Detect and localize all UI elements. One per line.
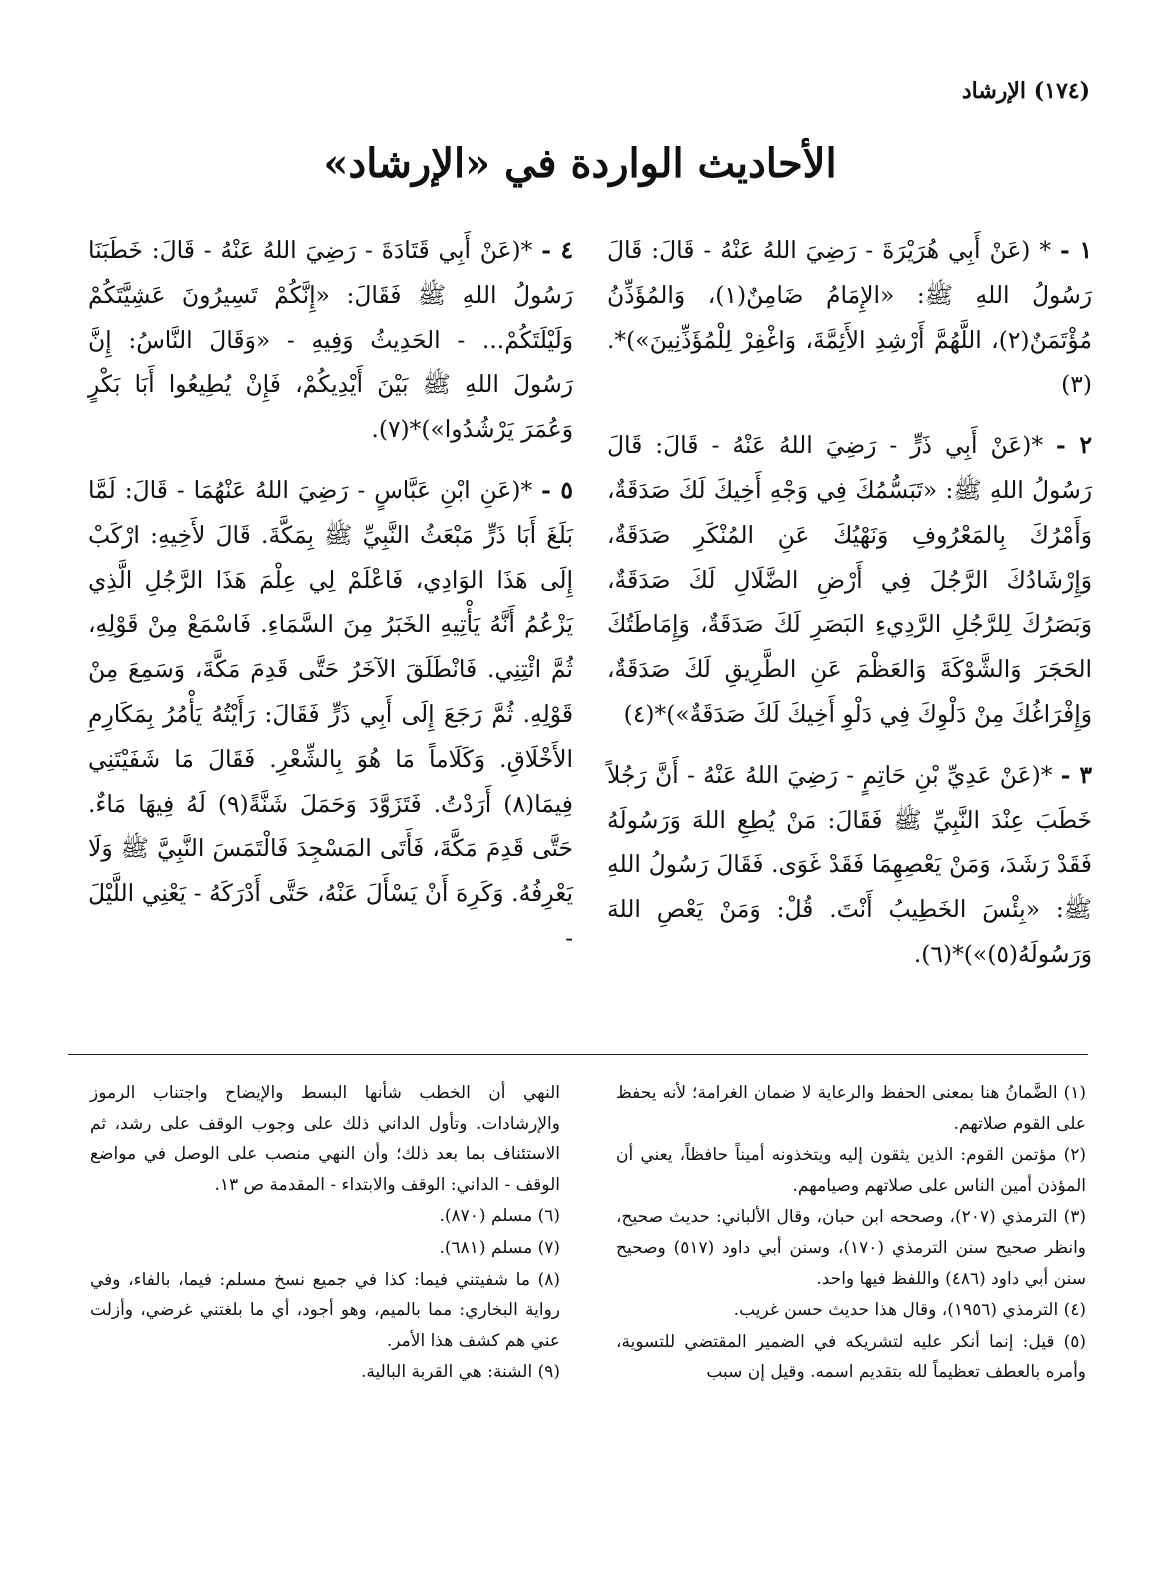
hadith-number: ٣ - — [1060, 760, 1092, 789]
footnote-1: (١) الضَّمانُ هنا بمعنى الحفظ والرعاية لا ضمان الغرامة؛ لأنه يحفظ على القوم صلاتهم. — [616, 1083, 1086, 1134]
footnote-9: (٩) الشنة: هي القربة البالية. — [361, 1362, 560, 1383]
hadith-number: ٥ - — [541, 475, 573, 504]
hadith-3 — [607, 753, 1092, 977]
hadith-text: * (عَنْ أَبِي هُرَيْرَةَ - رَضِيَ اللهُ عَنْهُ - قَالَ: قَالَ رَسُولُ اللهِ ﷺ: «الإِمَامُ ضَامِنٌ(١)، وَالمُؤَذِّنُ مُؤْتَمَنٌ(٢)، اللَّهُمَّ أَرْشِدِ الأَئِمَّةَ، وَاغْفِرْ لِلْمُؤَذِّنِينَ»)*.(٣) — [607, 236, 1092, 399]
footnote-4: (٤) الترمذي (١٩٥٦)، وقال هذا حديث حسن غريب. — [733, 1300, 1086, 1321]
running-head: (١٧٤) الإرشاد — [961, 78, 1090, 104]
hadith-text: *(عَنْ أَبِي قَتَادَةَ - رَضِيَ اللهُ عَنْهُ - قَالَ: خَطَبَنَا رَسُولُ اللهِ ﷺ فَقَالَ: «إِنَّكُمْ تَسِيرُونَ عَشِيَّتَكُمْ وَلَيْلَتَكُمْ... - الحَدِيثُ وَفِيهِ - «وَقَالَ النَّاسُ: إِنَّ رَسُولَ اللهِ ﷺ بَيْنَ أَيْدِيكُمْ، فَإِنْ يُطِيعُوا أَبَا بَكْرٍ وَعُمَرَ يَرْشُدُوا»)*(٧). — [88, 236, 573, 444]
hadith-text: *(عَنْ أَبِي ذَرٍّ - رَضِيَ اللهُ عَنْهُ - قَالَ: قَالَ رَسُولُ اللهِ ﷺ: «تَبَسُّمُكَ فِي وَجْهِ أَخِيكَ لَكَ صَدَقَةٌ، وَأَمْرُكَ بِالمَعْرُوفِ وَنَهْيُكَ عَنِ المُنْكَرِ صَدَقَةٌ، وَإِرْشَادُكَ الرَّجُلَ فِي أَرْضِ الضَّلَالِ لَكَ صَدَقَةٌ، وَبَصَرُكَ لِلرَّجُلِ الرَّدِيءِ البَصَرِ لَكَ صَدَقَةٌ، وَإِمَاطَتُكَ الحَجَرَ وَالشَّوْكَةَ وَالعَظْمَ عَنِ الطَّرِيقِ لَكَ صَدَقَةٌ، وَإِفْرَاغُكَ مِنْ دَلْوِكَ فِي دَلْوِ أَخِيكَ لَكَ صَدَقَةٌ»)*(٤) — [607, 431, 1092, 728]
footnotes-column-left — [90, 1078, 560, 1389]
footnote-separator — [68, 1054, 1088, 1055]
footnote-5-continued: النهي أن الخطب شأنها البسط والإيضاح واجتناب الرموز والإرشادات. وتأول الداني ذلك على وجوب الوقف على رشد، ثم الاستئناف بما بعد ذلك؛ وأن النهي منصب على الوصل في مواضع الوقف - الداني: الوقف والابتداء - المقدمة ص ١٣. — [90, 1083, 560, 1195]
page-title: الأحاديث الواردة في «الإرشاد» — [323, 140, 837, 187]
hadith-4 — [88, 228, 573, 452]
footnotes-column-right — [616, 1078, 1086, 1389]
hadith-text: *(عَنِ ابْنِ عَبَّاسٍ - رَضِيَ اللهُ عَنْهُمَا - قَالَ: لَمَّا بَلَغَ أَبَا ذَرٍّ مَبْعَثُ النَّبِيِّ ﷺ بِمَكَّةَ. قَالَ لأَخِيهِ: ارْكَبْ إِلَى هَذَا الوَادِي، فَاعْلَمْ لِي عِلْمَ هَذَا الرَّجُلِ الَّذِي يَزْعُمُ أَنَّهُ يَأْتِيهِ الخَبَرُ مِنَ السَّمَاءِ. فَاسْمَعْ مِنْ قَوْلِهِ، ثُمَّ ائْتِنِي. فَانْطَلَقَ الآخَرُ حَتَّى قَدِمَ مَكَّةَ، وَسَمِعَ مِنْ قَوْلِهِ. ثُمَّ رَجَعَ إِلَى أَبِي ذَرٍّ فَقَالَ: رَأَيْتُهُ يَأْمُرُ بِمَكَارِمِ الأَخْلَاقِ. وَكَلَاماً مَا هُوَ بِالشِّعْرِ. فَقَالَ مَا شَفَيْتَنِي فِيمَا(٨) أَرَدْتُ. فَتَزَوَّدَ وَحَمَلَ شَنَّةً(٩) لَهُ فِيهَا مَاءٌ. حَتَّى قَدِمَ مَكَّةَ، فَأَتَى المَسْجِدَ فَالْتَمَسَ النَّبِيَّ ﷺ وَلَا يَعْرِفُهُ. وَكَرِهَ أَنْ يَسْأَلَ عَنْهُ، حَتَّى أَدْرَكَهُ - يَعْنِي اللَّيْلَ - — [88, 475, 573, 952]
hadith-column-left — [88, 228, 573, 977]
footnote-8: (٨) ما شفيتني فيما: كذا في جميع نسخ مسلم: فيما، بالفاء، وفي رواية البخاري: مما بالميم، وهو أجود، أي ما بلغتني غرضي، وأزلت عني هم كشف هذا الأمر. — [90, 1269, 560, 1351]
footnote-7: (٧) مسلم (٦٨١). — [439, 1237, 560, 1258]
footnote-2: (٢) مؤتمن القوم: الذين يثقون إليه ويتخذونه أميناً حافظاً، يعني أن المؤذن أمين الناس على صلاتهم وصيامهم. — [616, 1145, 1086, 1196]
footnote-3: (٣) الترمذي (٢٠٧)، وصححه ابن حبان، وقال الألباني: حديث صحيح، وانظر صحيح سنن الترمذي (١٧٠)، وسنن أبي داود (٥١٧) وصحيح سنن أبي داود (٤٨٦) واللفظ فيها واحد. — [616, 1207, 1087, 1289]
footnote-5: (٥) قيل: إنما أنكر عليه لتشريكه في الضمير المقتضي للتسوية، وأمره بالعطف تعظيماً لله بتقديم اسمه. وقيل إن سبب — [616, 1331, 1086, 1383]
hadith-number: ١ - — [1060, 236, 1093, 264]
hadith-1 — [607, 228, 1092, 407]
hadith-column-right — [607, 228, 1092, 993]
footnotes — [90, 1078, 1086, 1558]
footnote-6: (٦) مسلم (٨٧٠). — [439, 1206, 560, 1227]
hadith-text: *(عَنْ عَدِيِّ بْنِ حَاتِمٍ - رَضِيَ اللهُ عَنْهُ - أَنَّ رَجُلاً خَطَبَ عِنْدَ النَّبِيِّ ﷺ فَقَالَ: مَنْ يُطِعِ اللهَ وَرَسُولَهُ فَقَدْ رَشَدَ، وَمَنْ يَعْصِهِمَا فَقَدْ غَوَى. فَقَالَ رَسُولُ اللهِ ﷺ: «بِئْسَ الخَطِيبُ أَنْتَ. قُلْ: وَمَنْ يَعْصِ اللهَ وَرَسُولَهُ(٥)»)*(٦). — [607, 760, 1092, 968]
hadith-number: ٢ - — [1056, 431, 1092, 460]
hadith-number: ٤ - — [541, 236, 574, 264]
hadith-2 — [607, 423, 1092, 737]
hadith-columns — [88, 228, 1092, 1043]
hadith-5 — [88, 468, 573, 961]
